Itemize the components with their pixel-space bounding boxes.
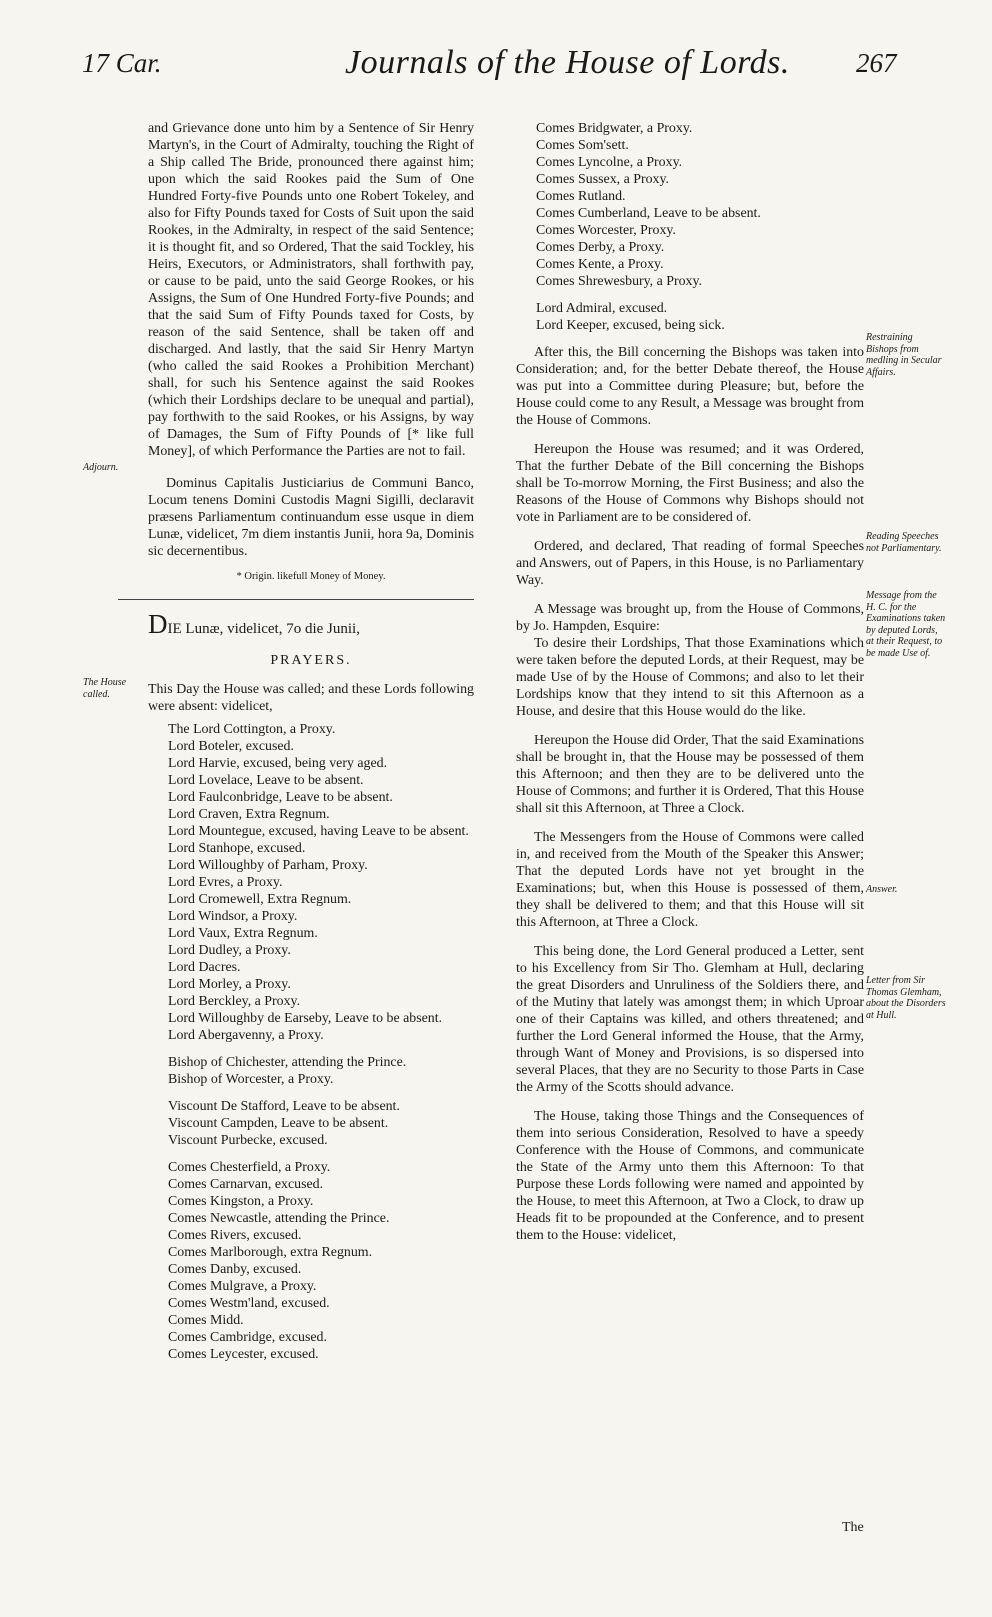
absent-earl-entry: Comes Westm'land, excused. — [168, 1296, 330, 1311]
margin-note-answer: Answer. — [866, 884, 898, 895]
margin-note-message: Message from the H. C. for the Examinations taken by deputed Lords, at their Request, to be made Use of. — [866, 590, 946, 659]
absent-lord-entry: Lord Faulconbridge, Leave to be absent. — [168, 790, 393, 805]
regnal-year: 17 Car. — [82, 48, 162, 78]
absent-lord-entry: Lord Berckley, a Proxy. — [168, 994, 301, 1009]
right-paragraphs — [516, 344, 864, 1244]
day-heading — [148, 609, 474, 639]
running-title: Journals of the House of Lords. — [345, 44, 790, 81]
absent-viscount-entry: Viscount De Stafford, Leave to be absent. — [168, 1099, 400, 1114]
absent-lord-entry: Lord Cromewell, Extra Regnum. — [168, 892, 352, 907]
margin-note-house-called: The House called. — [83, 677, 127, 700]
journal-paragraph: The Messengers from the House of Commons were called in, and received from the Mouth of the Speaker this Answer; That the deputed Lords have not yet brought in the Examinations; but, when this House is possessed of them, they shall be delivered to them; and that this House will sit this Afternoon, at Three a Clock. — [516, 830, 864, 930]
absent-lord-entry: Lord Lovelace, Leave to be absent. — [168, 773, 364, 788]
journal-paragraph: After this, the Bill concerning the Bishops was taken into Consideration; and, for the better Debate thereof, the House was put into a Committee during Pleasure; but, before the House could come to any Result, a Message was brought from the House of Commons. — [516, 345, 864, 428]
absent-officer-entry: Lord Keeper, excused, being sick. — [536, 318, 725, 333]
absent-bishop-entry: Bishop of Worcester, a Proxy. — [168, 1072, 334, 1087]
page-number: 267 — [856, 48, 897, 78]
lords-absent-list — [168, 721, 474, 1044]
right-column — [516, 120, 864, 1256]
margin-note-speeches: Reading Speeches not Parliamentary. — [866, 531, 942, 554]
absent-viscount-entry: Viscount Campden, Leave to be absent. — [168, 1116, 389, 1131]
absent-earl-entry: Comes Som'sett. — [536, 138, 629, 153]
absent-earl-entry: Comes Cumberland, Leave to be absent. — [536, 206, 761, 221]
absent-lord-entry: Lord Dacres. — [168, 960, 241, 975]
adjourn-paragraph: Dominus Capitalis Justiciarius de Communi Banco, Locum tenens Domini Custodis Magni Sigilli, declaravit præsens Parliamentum continuandum esse usque in diem Lunæ, videlicet, 7m diem instantis Junii, hora 9a, Dominis sic decernentibus. — [148, 476, 474, 559]
absent-earl-entry: Comes Marlborough, extra Regnum. — [168, 1245, 373, 1260]
absent-earl-entry: Comes Kingston, a Proxy. — [168, 1194, 314, 1209]
absent-earl-entry: Comes Carnarvan, excused. — [168, 1177, 324, 1192]
absent-lord-entry: Lord Abergavenny, a Proxy. — [168, 1028, 324, 1043]
absent-earl-entry: Comes Kente, a Proxy. — [536, 257, 664, 272]
margin-note-adjourn: Adjourn. — [83, 462, 119, 473]
absent-earl-entry: Comes Leycester, excused. — [168, 1347, 319, 1362]
page-header — [0, 40, 992, 100]
bishops-absent-list — [168, 1054, 474, 1088]
earls-absent-list — [168, 1159, 474, 1363]
section-divider — [118, 599, 474, 600]
absent-lord-entry: Lord Dudley, a Proxy. — [168, 943, 291, 958]
absent-earl-entry: Comes Mulgrave, a Proxy. — [168, 1279, 317, 1294]
earls-absent-list-continued — [536, 120, 864, 290]
journal-paragraph: Ordered, and declared, That reading of formal Speeches and Answers, out of Papers, in this House, is no Parliamentary Way. — [516, 539, 864, 588]
absent-earl-entry: Comes Lyncolne, a Proxy. — [536, 155, 683, 170]
absent-lord-entry: Lord Harvie, excused, being very aged. — [168, 756, 388, 771]
called-intro: This Day the House was called; and these Lords following were absent: videlicet, — [148, 682, 474, 714]
journal-paragraph: To desire their Lordships, That those Examinations which were taken before the deputed Lords, at their Request, may be made Use of by the House of Commons; and also to let their Lordships know that they intend to sit this Afternoon as a House, and desire that this House would do the like. — [516, 636, 864, 719]
absent-earl-entry: Comes Chesterfield, a Proxy. — [168, 1160, 331, 1175]
absent-lord-entry: Lord Vaux, Extra Regnum. — [168, 926, 318, 941]
journal-paragraph: A Message was brought up, from the House of Commons, by Jo. Hampden, Esquire: — [516, 602, 864, 634]
absent-viscount-entry: Viscount Purbecke, excused. — [168, 1133, 328, 1148]
absent-lord-entry: Lord Willoughby of Parham, Proxy. — [168, 858, 368, 873]
absent-earl-entry: Comes Bridgwater, a Proxy. — [536, 121, 693, 136]
journal-paragraph: Hereupon the House was resumed; and it was Ordered, That the further Debate of the Bill concerning the Bishops shall be To-morrow Morning, the First Business; and also the Reasons of the House of Commons why Bishops should not vote in Parliament are to be considered of. — [516, 442, 864, 525]
absent-earl-entry: Comes Derby, a Proxy. — [536, 240, 665, 255]
catchword: The — [842, 1520, 864, 1535]
absent-officer-entry: Lord Admiral, excused. — [536, 301, 668, 316]
absent-lord-entry: Lord Stanhope, excused. — [168, 841, 306, 856]
absent-earl-entry: Comes Shrewesbury, a Proxy. — [536, 274, 703, 289]
absent-lord-entry: Lord Mountegue, excused, having Leave to be absent. — [168, 824, 469, 839]
absent-lord-entry: Lord Evres, a Proxy. — [168, 875, 283, 890]
viscounts-absent-list — [168, 1098, 474, 1149]
absent-earl-entry: Comes Midd. — [168, 1313, 244, 1328]
absent-earl-entry: Comes Rivers, excused. — [168, 1228, 302, 1243]
journal-paragraph: The House, taking those Things and the Consequences of them into serious Consideration, Resolved to have a speedy Conference with the House of Commons, and communicate the State of the Army unto them this Afternoon: To that Purpose these Lords following were named and appointed by the House, to meet this Afternoon, at Two a Clock, to draw up Heads fit to be propounded at the Conference, and to present them to the House: videlicet, — [516, 1109, 864, 1243]
left-column — [148, 120, 474, 1373]
footnote: * Origin. likefull Money of Money. — [236, 571, 386, 582]
journal-paragraph: This being done, the Lord General produced a Letter, sent to his Excellency from Sir Tho. Glemham at Hull, declaring the great Disorders and Unruliness of the Soldiers there, and of the Mutiny that lately was amongst them; in which Uproar one of their Captains was killed, and others threatened; and further the Lord General informed the House, that the Army, through Want of Money and Provisions, is so dispersed into several Places, that they are no Security to those Parts in Case the Army of the Scotts should advance. — [516, 944, 864, 1095]
absent-earl-entry: Comes Danby, excused. — [168, 1262, 302, 1277]
officers-absent-list — [536, 300, 864, 334]
absent-lord-entry: Lord Willoughby de Earseby, Leave to be absent. — [168, 1011, 443, 1026]
absent-lord-entry: Lord Craven, Extra Regnum. — [168, 807, 330, 822]
absent-bishop-entry: Bishop of Chichester, attending the Prince. — [168, 1055, 407, 1070]
opening-paragraph: and Grievance done unto him by a Sentence of Sir Henry Martyn's, in the Court of Admiralty, touching the Right of a Ship called The Bride, pronounced there against him; upon which the said Rookes paid the Sum of One Hundred Forty-five Pounds unto one Robert Tokeley, and also for Fifty Pounds taxed for Costs of Suit upon the said Rookes, in the Admiralty, in respect of the said Sentence; it is thought fit, and so Ordered, That the said Tockley, his Heirs, Executors, or Administrators, shall forthwith pay, or cause to be paid, unto the said George Rookes, or his Assigns, the Sum of One Hundred Forty-five Pounds; and that the said Sum of Fifty Pounds taxed for Costs, by reason of the said Sentence, shall be taken off and discharged. And lastly, that the said Sir Henry Martyn (who called the said Rookes a Prohibition Merchant) shall, for such his Sentence against the said Rookes (which their Lordships declare to be unequal and partial), pay forthwith to the said Rookes, or his Assigns, by way of Damages, the Sum of Fifty Pounds of [* like full Money], of which Performance the Parties are not to fail. — [148, 121, 474, 459]
journal-paragraph: Hereupon the House did Order, That the said Examinations shall be brought in, that the House may be possessed of them this Afternoon; and then they are to be delivered unto the House of Commons; and further it is Ordered, That this House shall sit this Afternoon, at Three a Clock. — [516, 733, 864, 816]
absent-earl-entry: Comes Cambridge, excused. — [168, 1330, 327, 1345]
prayers-heading: PRAYERS. — [270, 653, 352, 668]
day-heading-text: IE Lunæ, videlicet, 7o die Junii, — [167, 621, 360, 637]
absent-earl-entry: Comes Newcastle, attending the Prince. — [168, 1211, 390, 1226]
absent-lord-entry: Lord Morley, a Proxy. — [168, 977, 291, 992]
absent-earl-entry: Comes Worcester, Proxy. — [536, 223, 676, 238]
margin-note-letter: Letter from Sir Thomas Glemham, about the Disorders at Hull. — [866, 975, 946, 1021]
absent-lord-entry: Lord Boteler, excused. — [168, 739, 294, 754]
day-initial: D — [148, 609, 168, 639]
absent-lord-entry: Lord Windsor, a Proxy. — [168, 909, 298, 924]
absent-earl-entry: Comes Sussex, a Proxy. — [536, 172, 669, 187]
margin-note-bishops: Restraining Bishops from medling in Secular Affairs. — [866, 332, 942, 378]
absent-earl-entry: Comes Rutland. — [536, 189, 626, 204]
absent-lord-entry: The Lord Cottington, a Proxy. — [168, 722, 336, 737]
